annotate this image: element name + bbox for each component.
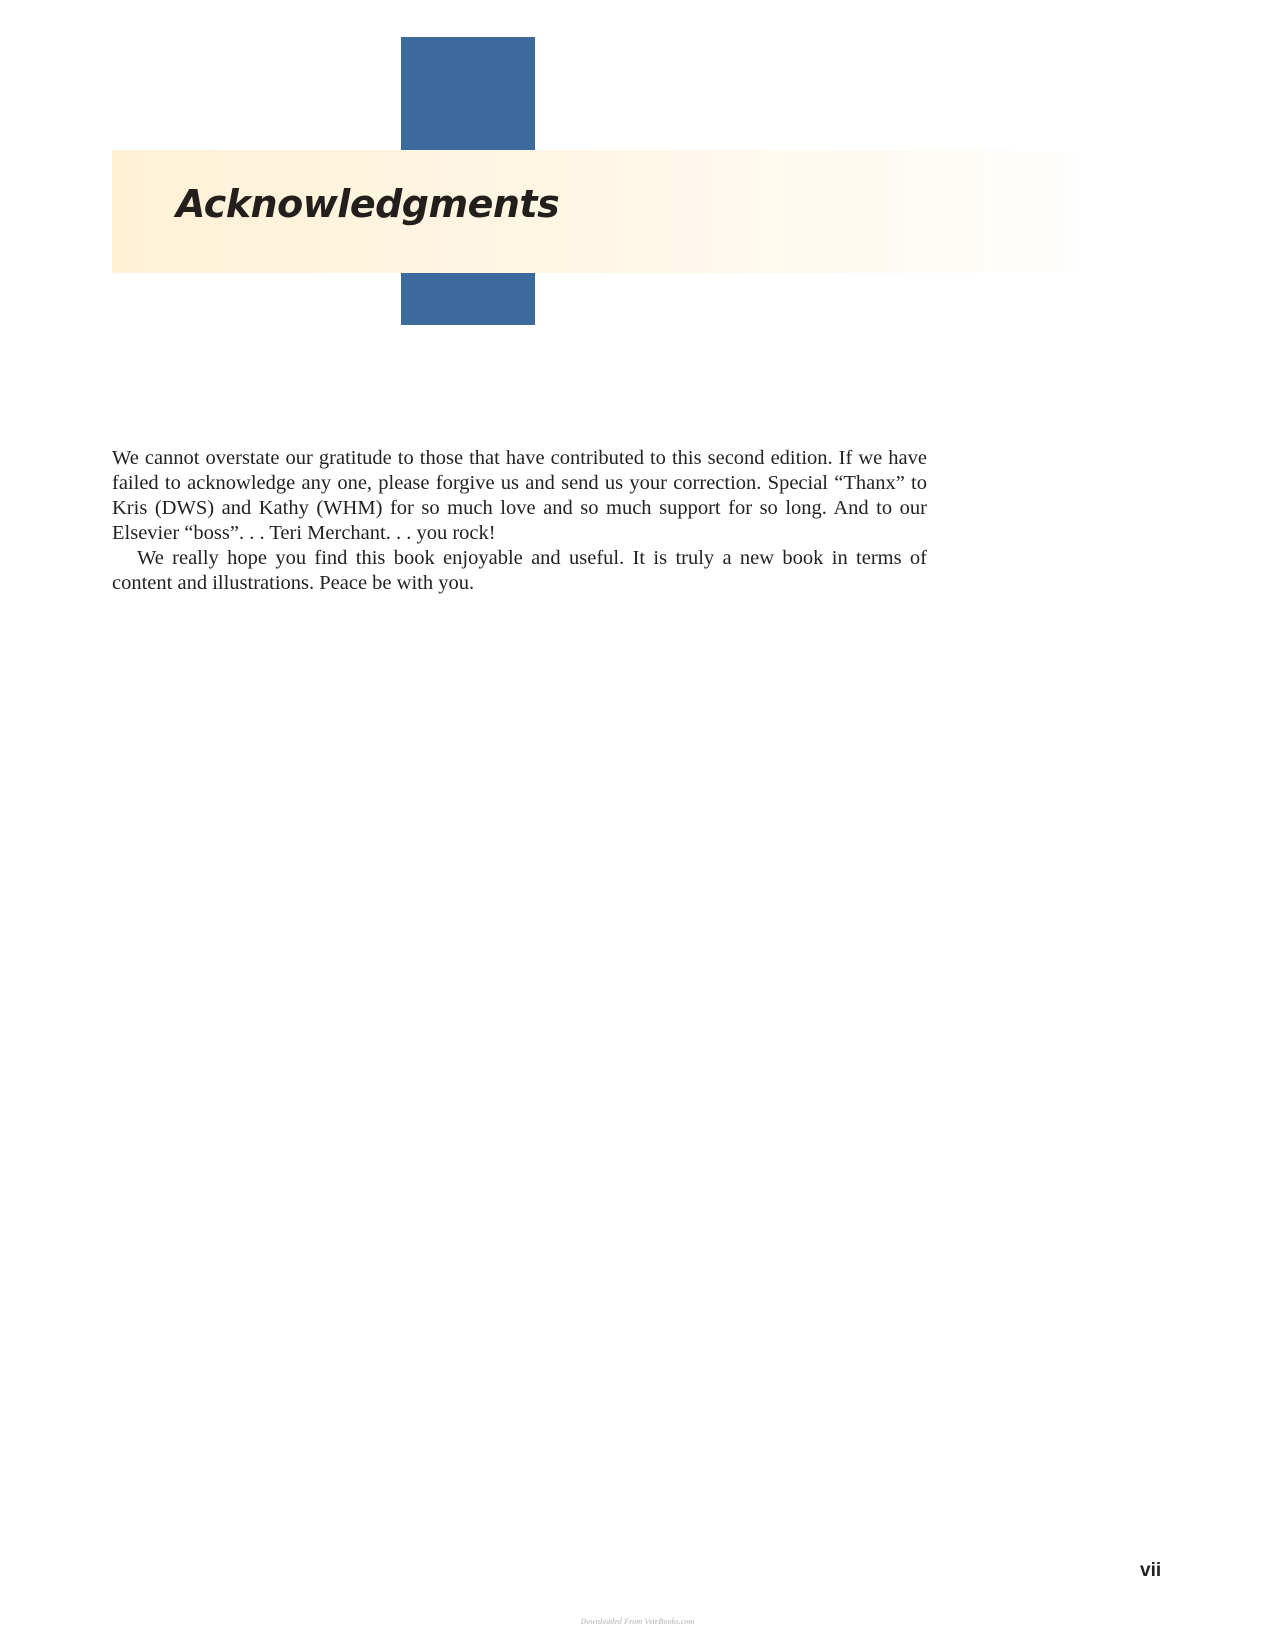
body-text (112, 446, 927, 596)
accent-block-top (401, 37, 535, 150)
watermark: Downloaded From VeteBooks.com (580, 1617, 695, 1626)
page-number: vii (1140, 1560, 1162, 1581)
paragraph: We cannot overstate our gratitude to those that have contributed to this second edition. If we have failed to acknowledge any one, please forgive us and send us your correction. Special “Thanx” to Kris (DWS) and Kathy (WHM) for so much love and so much support for so long. And to our Elsevier “boss”. . . Teri Merchant. . . you rock! (112, 447, 927, 544)
accent-block-bottom (401, 273, 535, 325)
paragraph: We really hope you find this book enjoyable and useful. It is truly a new book in terms of content and illustrations. Peace be with you. (112, 547, 927, 594)
chapter-title: Acknowledgments (176, 182, 560, 226)
